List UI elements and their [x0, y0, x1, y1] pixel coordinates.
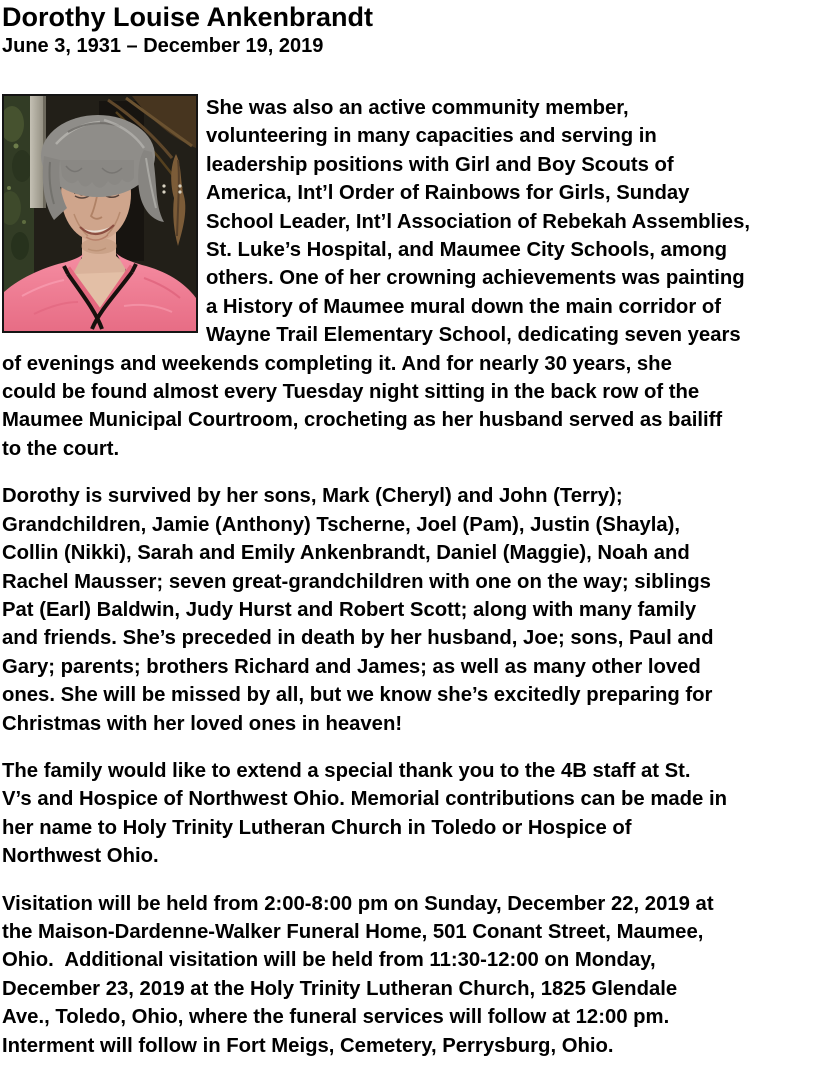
text-line: School Leader, Int’l Association of Rebekah Assemblies,	[206, 210, 750, 233]
text-line: others. One of her crowning achievements was painting	[206, 267, 745, 290]
text-line: and friends. She’s preceded in death by her husband, Joe; sons, Paul and	[2, 627, 714, 650]
text-line: Northwest Ohio.	[2, 845, 159, 868]
text-line: Gary; parents; brothers Richard and James; as well as many other loved	[2, 655, 701, 678]
text-line: Interment will follow in Fort Meigs, Cemetery, Perrysburg, Ohio.	[2, 1034, 614, 1057]
deceased-name: Dorothy Louise Ankenbrandt	[2, 2, 374, 32]
text-line: Wayne Trail Elementary School, dedicating seven years	[206, 324, 741, 347]
text-line: to the court.	[2, 437, 120, 460]
text-line: leadership positions with Girl and Boy Scouts of	[206, 153, 674, 176]
text-line: Grandchildren, Jamie (Anthony) Tscherne, Joel (Pam), Justin (Shayla),	[2, 513, 681, 536]
text-line: Ohio. Additional visitation will be held from 11:30-12:00 on Monday,	[2, 949, 656, 972]
text-line: ones. She will be missed by all, but we know she’s excitedly preparing for	[2, 684, 713, 707]
text-line: Maumee Municipal Courtroom, crocheting as her husband served as bailiff	[2, 409, 723, 432]
text-line: the Maison-Dardenne-Walker Funeral Home, 501 Conant Street, Maumee,	[2, 920, 704, 943]
text-line: could be found almost every Tuesday night sitting in the back row of the	[2, 381, 700, 404]
text-line: of evenings and weekends completing it. And for nearly 30 years, she	[2, 352, 672, 375]
text-line: Visitation will be held from 2:00-8:00 pm on Sunday, December 22, 2019 at	[2, 892, 714, 915]
text-line: a History of Maumee mural down the main corridor of	[206, 295, 721, 318]
text-line: volunteering in many capacities and serving in	[206, 125, 657, 148]
text-line: V’s and Hospice of Northwest Ohio. Memorial contributions can be made in	[2, 788, 727, 811]
text-line: America, Int’l Order of Rainbows for Girls, Sunday	[206, 182, 690, 205]
paragraph-services	[2, 890, 819, 1060]
text-line: Ave., Toledo, Ohio, where the funeral services will follow at 12:00 pm.	[2, 1006, 670, 1029]
text-line: The family would like to extend a special thank you to the 4B staff at St.	[2, 759, 691, 782]
text-line: Christmas with her loved ones in heaven!	[2, 712, 403, 735]
text-line: Rachel Mausser; seven great-grandchildren with one on the way; siblings	[2, 570, 711, 593]
text-line: St. Luke’s Hospital, and Maumee City Schools, among	[206, 239, 728, 262]
paragraph-thanks-memorials	[2, 757, 819, 871]
text-line: December 23, 2019 at the Holy Trinity Lutheran Church, 1825 Glendale	[2, 977, 678, 1000]
text-line: Collin (Nikki), Sarah and Emily Ankenbrandt, Daniel (Maggie), Noah and	[2, 542, 690, 565]
text-line: She was also an active community member,	[206, 97, 629, 119]
obituary-body	[2, 94, 819, 1060]
text-line: Dorothy is survived by her sons, Mark (Cheryl) and John (Terry);	[2, 485, 623, 508]
text-line: her name to Holy Trinity Lutheran Church in Toledo or Hospice of	[2, 816, 632, 839]
portrait-photo	[2, 94, 198, 333]
portrait-illustration	[4, 96, 196, 331]
text-line: Pat (Earl) Baldwin, Judy Hurst and Robert Scott; along with many family	[2, 598, 697, 621]
paragraph-survivors	[2, 482, 819, 738]
life-dates: June 3, 1931 – December 19, 2019	[2, 35, 324, 57]
